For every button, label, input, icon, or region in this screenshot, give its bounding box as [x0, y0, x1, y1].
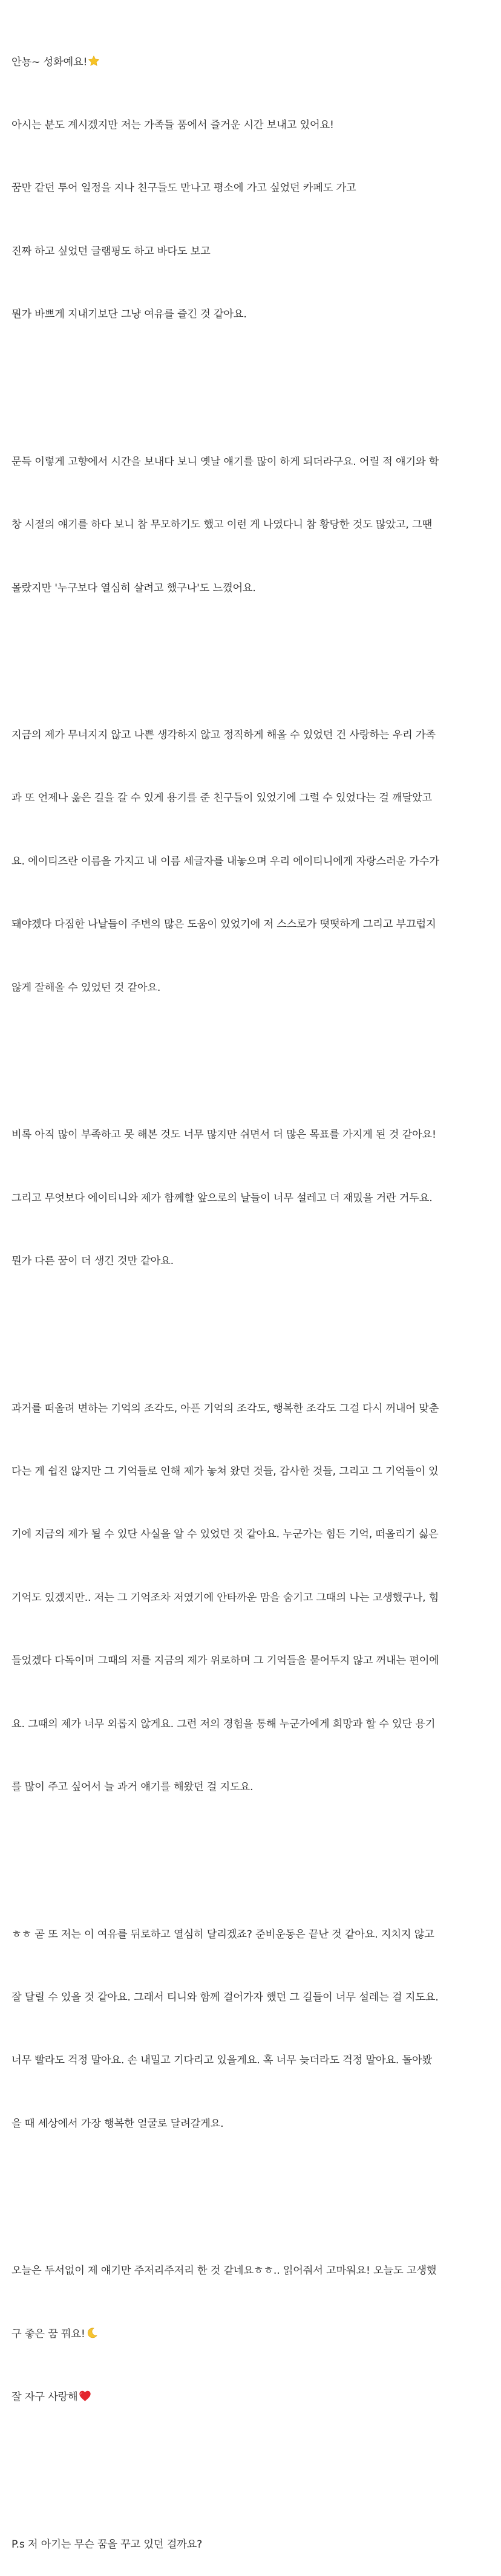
post-line: 과 또 언제나 옳은 길을 갈 수 있게 용기를 준 친구들이 있었기에 그럴 수 있었다는 걸 깨달았고: [11, 792, 432, 805]
post-line: P.s 저 아기는 무슨 꿈을 꾸고 있던 걸까요?: [11, 2538, 203, 2551]
post-line: 기억도 있겠지만.. 저는 그 기억조차 저였기에 안타까운 맘을 숨기고 그때의 나는 고생했구나, 힘: [11, 1591, 439, 1604]
post-line: 을 때 세상에서 가장 행복한 얼굴로 달려갈게요.: [11, 2117, 224, 2130]
paragraph-gap: [11, 1314, 494, 1335]
star-icon: [88, 55, 100, 67]
paragraph-gap: [11, 1840, 494, 1861]
crescent-moon-icon: [86, 2327, 98, 2339]
post-line: 잘 자구 사랑해: [11, 2387, 494, 2408]
post-line: 창 시절의 얘기를 하다 보니 참 무모하기도 했고 이런 게 나였다니 참 황당한 것도 많았고, 그땐: [11, 519, 432, 531]
post-line: 뭔가 다른 꿈이 더 생긴 것만 같아요.: [11, 1255, 174, 1268]
post-line: 요. 에이티즈란 이름을 가지고 내 이름 세글자를 내놓으며 우리 에이티니에게 자랑스러운 가수가: [11, 855, 439, 868]
post-line: 잘 달릴 수 있을 것 같아요. 그래서 티니와 함께 걸어가자 했던 그 길들이 너무 설레는 걸 지도요.: [11, 1991, 439, 2003]
post-line: 않게 잘해올 수 있었던 것 같아요.: [11, 981, 161, 994]
post-line: 요. 그때의 제가 너무 외롭지 않게요. 그런 저의 경험을 통해 누군가에게 희망과 할 수 있단 용기: [11, 1718, 436, 1730]
post-line: 지금의 제가 무너지지 않고 나쁜 생각하지 않고 정직하게 해올 수 있었던 건 사랑하는 우리 가족: [11, 729, 436, 742]
post-line: 과거를 떠올려 변하는 기억의 조각도, 아픈 기억의 조각도, 행복한 조각도 그걸 다시 꺼내어 맞춘: [11, 1402, 439, 1415]
paragraph-gap: [11, 641, 494, 662]
paragraph-gap: [11, 1040, 494, 1062]
post-line: 를 많이 주고 싶어서 늘 과거 얘기를 해왔던 걸 지도요.: [11, 1780, 254, 1793]
paragraph-gap: [11, 2176, 494, 2198]
post-line: 오늘은 두서없이 제 얘기만 주저리주저리 한 것 같네요ㅎㅎ.. 읽어줘서 고마워요! 오늘도 고생했: [11, 2265, 437, 2277]
post-line: 꿈만 같던 투어 일정을 지나 친구들도 만나고 평소에 가고 싶었던 카페도 가고: [11, 182, 356, 195]
paragraph-gap: [11, 368, 494, 389]
post-line: ㅎㅎ 곧 또 저는 이 여유를 뒤로하고 열심히 달리겠죠? 준비운동은 끝난 것 같아요. 지치지 않고: [11, 1928, 434, 1941]
post-line: 뭔가 바쁘게 지내기보단 그냥 여유를 즐긴 것 같아요.: [11, 308, 247, 321]
post-line: 문득 이렇게 고향에서 시간을 보내다 보니 옛날 얘기를 많이 하게 되더라구요. 어릴 적 얘기와 학: [11, 455, 439, 468]
post-line: 그리고 무엇보다 에이티니와 제가 함께할 앞으로의 날들이 너무 설레고 더 재밌을 거란 거두요.: [11, 1192, 433, 1204]
post-line: 다는 게 쉽진 않지만 그 기억들로 인해 제가 놓쳐 왔던 것들, 감사한 것들, 그리고 그 기억들이 있: [11, 1465, 439, 1478]
post-line: 아시는 분도 계시겠지만 저는 가족들 품에서 즐거운 시간 보내고 있어요!: [11, 118, 334, 131]
red-heart-icon: [79, 2390, 91, 2402]
letter-post: [11, 10, 494, 2576]
paragraph-gap: [11, 2450, 494, 2471]
post-line: 진짜 하고 싶었던 글램핑도 하고 바다도 보고: [11, 245, 211, 258]
post-line: 안뇽~ 성화예요!: [11, 52, 494, 73]
post-line: 몰랐지만 '누구보다 열심히 살려고 했구나'도 느꼈어요.: [11, 582, 256, 594]
post-line: 들었겠다 다독이며 그때의 저를 지금의 제가 위로하며 그 기억들을 묻어두지 않고 꺼내는 편이에: [11, 1655, 439, 1667]
post-line: 구 좋은 꿈 꿔요!: [11, 2324, 494, 2345]
post-line: 너무 빨라도 걱정 말아요. 손 내밀고 기다리고 있을게요. 혹 너무 늦더라도 걱정 말아요. 돌아봤: [11, 2054, 432, 2067]
post-line: 돼야겠다 다짐한 나날들이 주변의 많은 도움이 있었기에 저 스스로가 떳떳하게 그리고 부끄럽지: [11, 918, 436, 931]
post-line: 기에 지금의 제가 될 수 있단 사실을 알 수 있었던 것 같아요. 누군가는 힘든 기억, 떠올리기 싫은: [11, 1528, 439, 1541]
post-line: 비록 아직 많이 부족하고 못 해본 것도 너무 많지만 쉬면서 더 많은 목표를 가지게 된 것 같아요!: [11, 1129, 436, 1141]
